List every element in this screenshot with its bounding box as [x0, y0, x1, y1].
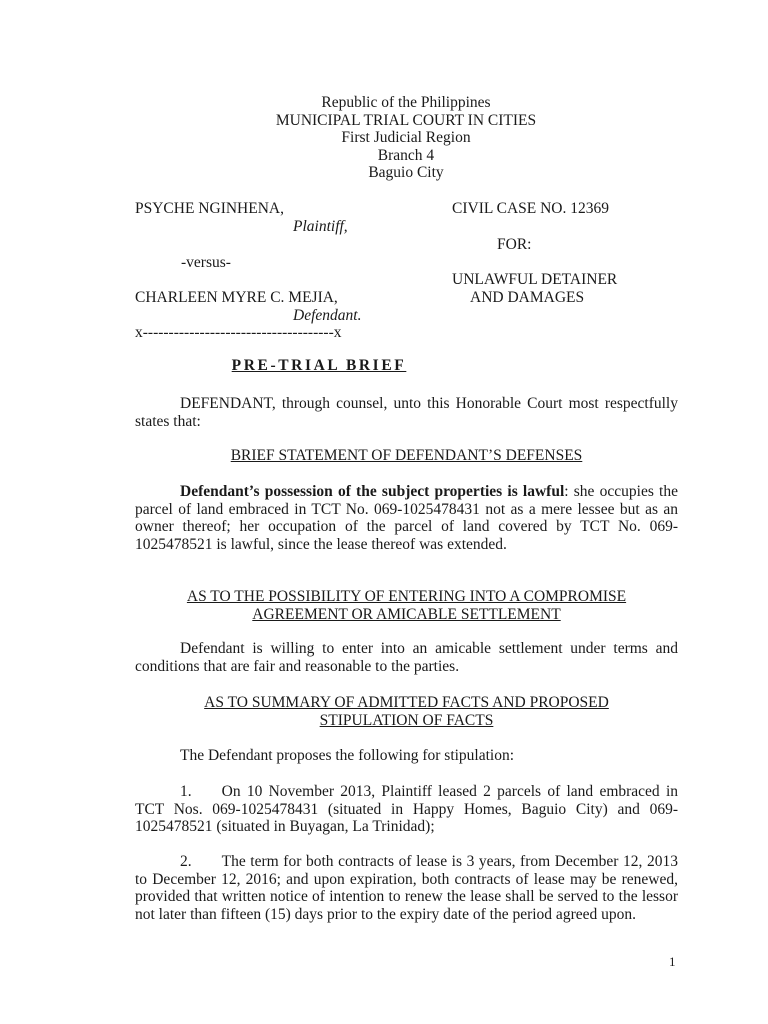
section2-heading-line1: AS TO THE POSSIBILITY OF ENTERING INTO A COMPROMISE [186, 588, 627, 605]
stipulation-item-2 [135, 853, 678, 923]
section3-heading [135, 694, 678, 729]
section2-heading-line2: AGREEMENT OR AMICABLE SETTLEMENT [252, 605, 561, 623]
intro-paragraph: DEFENDANT, through counsel, unto this Honorable Court most respectfully states that: [135, 395, 678, 430]
court-header [0, 94, 768, 182]
stipulation-item-2-text: The term for both contracts of lease is 3 years, from December 12, 2013 to December 12, 2016; and upon expiration, both contracts of lease may be renewed, provided that written notice of intention to renew the lease shall be served to the lessor not later than fifteen (15) days prior to the expiry date of the period agreed upon. [135, 853, 678, 923]
stipulation-item-1 [135, 783, 678, 836]
header-branch: Branch 4 [377, 146, 435, 164]
section3-intro: The Defendant proposes the following for stipulation: [180, 747, 515, 764]
caption-separator: x-------------------------------------x [135, 324, 342, 341]
plaintiff-role: Plaintiff, [293, 218, 348, 235]
document-title [0, 356, 638, 376]
section3-heading-line1: AS TO SUMMARY OF ADMITTED FACTS AND PROPOSED [204, 694, 609, 711]
defendant-role: Defendant. [293, 307, 362, 324]
section1-paragraph [135, 483, 678, 553]
case-nature-line2: AND DAMAGES [470, 289, 585, 306]
versus-label: -versus- [181, 254, 231, 271]
for-label: FOR: [497, 236, 532, 253]
header-republic: Republic of the Philippines [321, 94, 491, 111]
stipulation-item-2-number: 2. [180, 853, 192, 870]
stipulation-item-1-text: On 10 November 2013, Plaintiff leased 2 parcels of land embraced in TCT Nos. 069-1025478431 (situated in Happy Homes, Baguio City) and 069-1025478521 (situated in Buyagan, La Trinidad); [135, 783, 678, 835]
section3-heading-line2: STIPULATION OF FACTS [319, 711, 494, 729]
header-court: MUNICIPAL TRIAL COURT IN CITIES [275, 111, 537, 129]
section2-heading [135, 588, 678, 623]
section1-body: : she occupies the parcel of land embraced in TCT No. 069-1025478431 not as a mere lessee but as an owner thereof; her occupation of the parcel of land covered by TCT No. 069-1025478521 is lawful, since the lease thereof was extended. [135, 483, 678, 553]
section1-heading: BRIEF STATEMENT OF DEFENDANT’S DEFENSES [230, 447, 583, 464]
section2-paragraph: Defendant is willing to enter into an amicable settlement under terms and conditions that are fair and reasonable to the parties. [135, 640, 678, 675]
stipulation-item-1-number: 1. [180, 783, 192, 800]
header-region: First Judicial Region [341, 129, 471, 146]
header-city: Baguio City [368, 164, 444, 181]
case-number: CIVIL CASE NO. 12369 [452, 200, 610, 217]
document-title-text: PRE-TRIAL BRIEF [231, 357, 407, 374]
section1-bold-lead: Defendant’s possession of the subject properties is lawful [180, 483, 565, 500]
page-number: 1 [669, 954, 676, 969]
defendant-name: CHARLEEN MYRE C. MEJIA, [135, 289, 338, 306]
case-nature-line1: UNLAWFUL DETAINER [452, 271, 618, 288]
plaintiff-name: PSYCHE NGINHENA, [135, 200, 284, 217]
